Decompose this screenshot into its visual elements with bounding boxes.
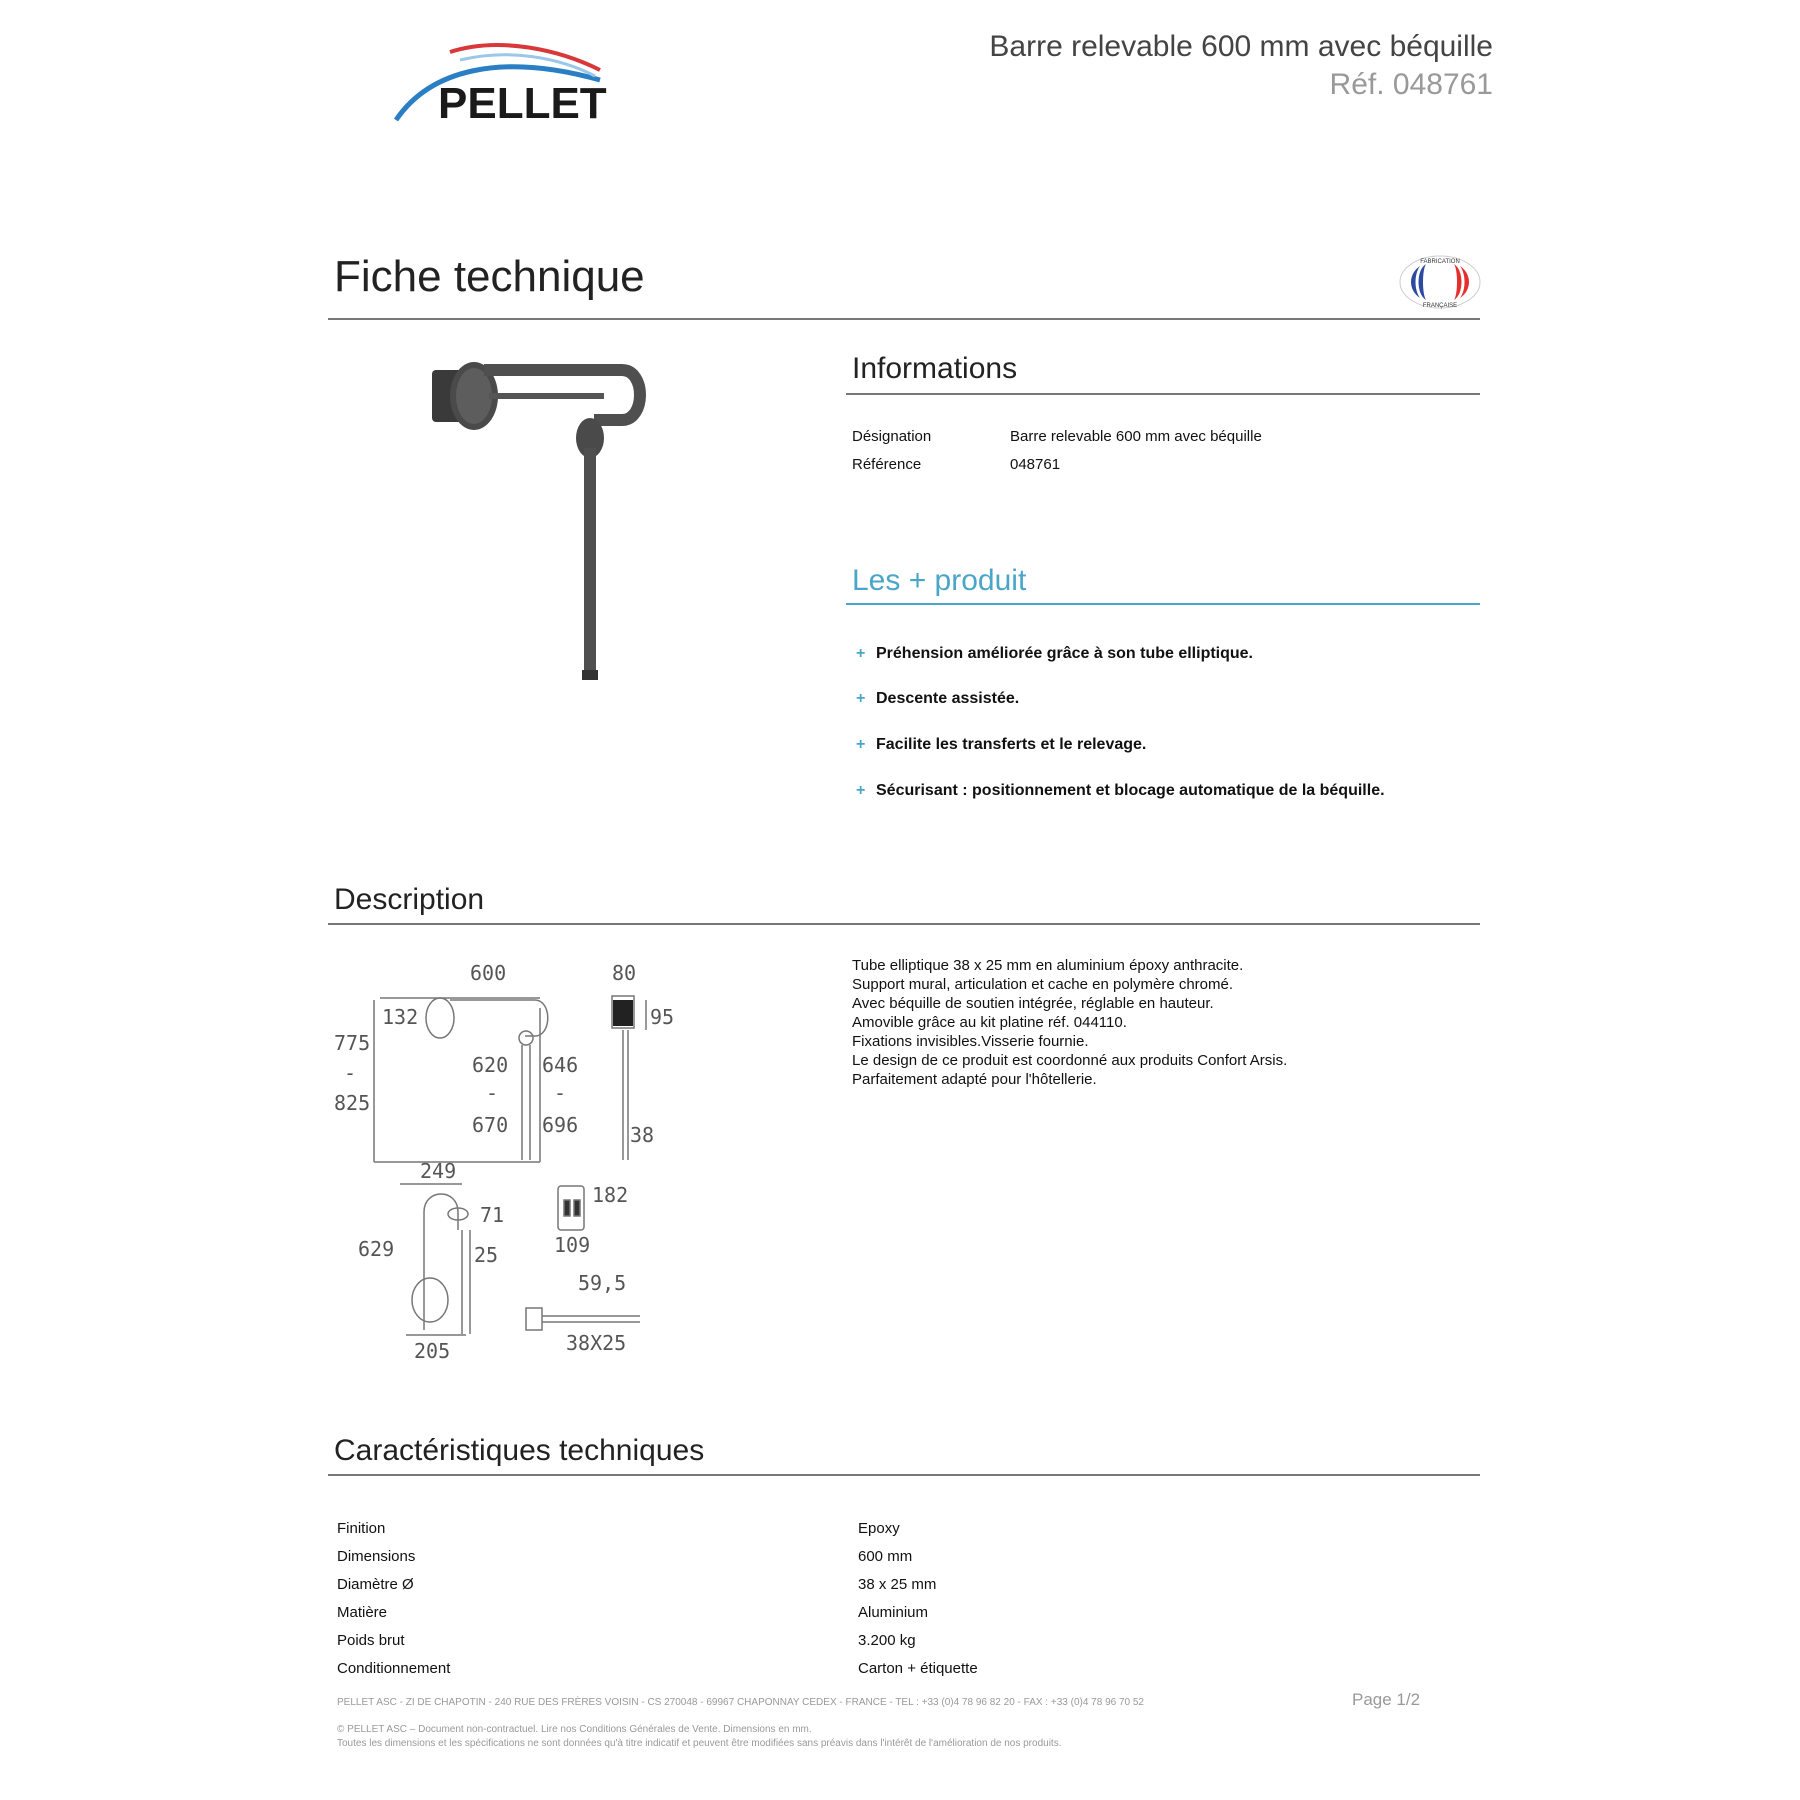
dim-dash: - <box>554 1081 567 1105</box>
spec-value: 600 mm <box>858 1548 913 1565</box>
description-line: Avec béquille de soutien intégrée, réglable en hauteur. <box>852 995 1214 1012</box>
spec-label: Conditionnement <box>337 1660 451 1677</box>
description-title: Description <box>334 883 485 916</box>
description-line: Amovible grâce au kit platine réf. 044110. <box>852 1014 1127 1031</box>
caracteristiques-divider <box>328 1474 1480 1476</box>
footer-copyright: © PELLET ASC – Document non-contractuel. Lire nos Conditions Générales de Vente. Dimensions en mm. <box>337 1724 812 1735</box>
dim-109: 109 <box>554 1233 591 1257</box>
informations-divider <box>846 393 1480 395</box>
footer-disclaimer: Toutes les dimensions et les spécifications ne sont données qu'à titre indicatif et peuvent être modifiées sans préavis dans l'intérêt de l'amélioration de nos produits. <box>337 1738 1062 1749</box>
description-divider <box>328 923 1480 925</box>
plus-item-text: Descente assistée. <box>876 690 1020 707</box>
page-title: Fiche technique <box>334 252 645 301</box>
dim-205: 205 <box>414 1339 451 1363</box>
dim-670: 670 <box>472 1113 509 1137</box>
plus-icon: + <box>856 736 866 753</box>
plus-item-text: Sécurisant : positionnement et blocage automatique de la béquille. <box>876 782 1385 799</box>
spec-label: Poids brut <box>337 1632 405 1649</box>
dim-600: 600 <box>470 961 507 985</box>
dim-775: 775 <box>334 1031 371 1055</box>
spec-label: Dimensions <box>337 1548 416 1565</box>
spec-value: Epoxy <box>858 1520 900 1537</box>
dim-95: 95 <box>650 1005 675 1029</box>
header-product-title: Barre relevable 600 mm avec béquille <box>989 30 1493 63</box>
spec-value: 38 x 25 mm <box>858 1576 937 1593</box>
side-view-bracket <box>613 1000 633 1026</box>
spec-label: Matière <box>337 1604 388 1621</box>
pellet-logo[interactable] <box>390 40 640 130</box>
description-line: Tube elliptique 38 x 25 mm en aluminium époxy anthracite. <box>852 957 1244 974</box>
spec-value: 3.200 kg <box>858 1632 916 1649</box>
dim-182: 182 <box>592 1183 629 1207</box>
badge-bottom-text: FRANÇAISE <box>1422 303 1458 309</box>
plus-icon: + <box>856 782 866 799</box>
badge-top-text: FABRICATION <box>1420 259 1460 265</box>
header-reference: Réf. 048761 <box>1329 68 1493 101</box>
plus-icon: + <box>856 645 866 662</box>
dim-620: 620 <box>472 1053 509 1077</box>
info-value-reference: 048761 <box>1010 456 1061 473</box>
dim-696: 696 <box>542 1113 579 1137</box>
dim-629: 629 <box>358 1237 395 1261</box>
dim-dash: - <box>344 1061 357 1085</box>
spec-label: Finition <box>337 1520 386 1537</box>
plus-item <box>856 690 1019 708</box>
plus-item <box>856 736 1146 754</box>
dim-71: 71 <box>480 1203 505 1227</box>
caracteristiques-title: Caractéristiques techniques <box>334 1434 705 1467</box>
spec-value: Aluminium <box>858 1604 929 1621</box>
description-line: Parfaitement adapté pour l'hôtellerie. <box>852 1071 1097 1088</box>
description-line: Support mural, articulation et cache en polymère chromé. <box>852 976 1234 993</box>
info-label-reference: Référence <box>852 456 922 473</box>
title-divider <box>328 318 1480 320</box>
plus-item <box>856 782 1385 800</box>
dim-80: 80 <box>612 961 637 985</box>
info-value-designation: Barre relevable 600 mm avec béquille <box>1010 428 1262 445</box>
plus-item-text: Préhension améliorée grâce à son tube elliptique. <box>876 645 1253 662</box>
dim-25: 25 <box>474 1243 499 1267</box>
dim-825: 825 <box>334 1091 371 1115</box>
dim-38x25: 38X25 <box>566 1331 627 1355</box>
info-label-designation: Désignation <box>852 428 932 445</box>
plus-produit-divider <box>846 603 1480 605</box>
spec-value: Carton + étiquette <box>858 1660 978 1677</box>
description-line: Fixations invisibles.Visserie fournie. <box>852 1033 1089 1050</box>
informations-title: Informations <box>852 352 1018 385</box>
dim-646: 646 <box>542 1053 579 1077</box>
plus-item <box>856 645 1253 663</box>
page-number: Page 1/2 <box>1352 1690 1421 1709</box>
dim-dash: - <box>486 1081 499 1105</box>
logo-wordmark: PELLET <box>438 79 607 128</box>
dim-59-5: 59,5 <box>578 1271 627 1295</box>
dim-249: 249 <box>420 1159 457 1183</box>
plus-produit-title: Les + produit <box>852 564 1027 597</box>
fabrication-francaise-badge-icon <box>1398 254 1482 310</box>
dim-132: 132 <box>382 1005 419 1029</box>
plus-item-text: Facilite les transferts et le relevage. <box>876 736 1147 753</box>
description-line: Le design de ce produit est coordonné aux produits Confort Arsis. <box>852 1052 1288 1069</box>
product-photo <box>364 352 704 692</box>
footer-address: PELLET ASC - ZI DE CHAPOTIN - 240 RUE DES FRÈRES VOISIN - CS 270048 - 69967 CHAPONNAY CEDEX - FRANCE - TEL : +33 (0)4 78 96 82 20 - FAX : +33 (0)4 78 96 70 52 <box>337 1697 1144 1708</box>
technical-drawing <box>330 950 690 1370</box>
plus-icon: + <box>856 690 866 707</box>
dim-38: 38 <box>630 1123 655 1147</box>
spec-label: Diamètre Ø <box>337 1576 414 1593</box>
